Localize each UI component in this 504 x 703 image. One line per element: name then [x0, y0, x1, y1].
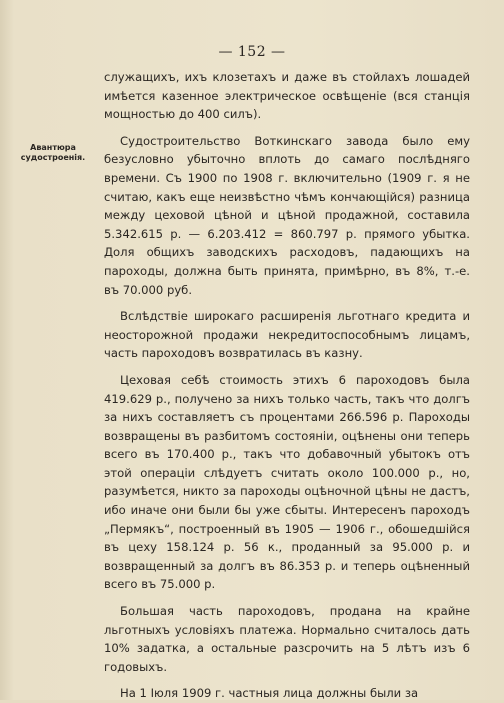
- paragraph-5: Большая часть пароходовъ, продана на крайне льготныхъ условіяхъ платежа. Нормально считалось дать 10% задатка, а остальные разсрочить на 5 лѣтъ изъ 6 годовыхъ.: [104, 604, 470, 674]
- paragraph-6: На 1 Іюля 1909 г. частныя лица должны были за: [120, 686, 419, 701]
- paragraph-1: служащихъ, ихъ клозетахъ и даже въ стойлахъ лошадей имѣется казенное электрическое освѣщеніе (вся станція мощностью до 400 силъ).: [104, 70, 470, 122]
- body-text: [104, 68, 470, 703]
- paragraph-gap: [104, 594, 470, 602]
- paragraph-gap: [104, 363, 470, 371]
- paragraph-gap: [104, 299, 470, 307]
- paragraph-4: Цеховая себѣ стоимость этихъ 6 пароходовъ была 419.629 р., получено за нихъ только часть, такъ что долгъ за нихъ составляетъ съ процентами 266.596 р. Пароходы возвращены въ разбитомъ состояніи, оцѣнены они теперь всего въ 170.400 р., такъ что добавочный убытокъ отъ этой операціи слѣдуетъ считать около 100.000 р., но, разумѣется, никто за пароходы оцѣночной цѣны не дастъ, ибо иначе они были бы уже сбыты. Интересенъ пароходъ „Пермякъ“, построенный въ 1905 — 1906 г., обошедшійся въ цеху 158.124 р. 56 к., проданный за 95.000 р. и возвращенный за долгъ въ 86.353 р. и теперь оцѣненный всего въ 75.000 р.: [104, 372, 470, 592]
- paragraph-gap: [104, 676, 470, 684]
- page-number: — 152 —: [218, 44, 286, 60]
- paragraph-2: Судостроительство Воткинскаго завода было ему безусловно убыточно вплоть до самаго послѣдняго времени. Съ 1900 по 1908 г. включительно (1909 г. я не считаю, какъ еще неизвѣстно чѣмъ кончающійся) разница между цеховой цѣной и цѣной продажной, составила 5.342.615 р. — 6.203.412 = 860.797 р. прямого убытка. Доля общихъ заводскихъ расходовъ, падающихъ на пароходы, должна быть принята, примѣрно, въ 8%, т.-е. въ 70.000 руб.: [104, 133, 470, 297]
- paragraph-gap: [104, 124, 470, 132]
- margin-note: Авантюра судостроенія.: [20, 143, 86, 162]
- paragraph-3: Вслѣдствіе широкаго расширенія льготнаго кредита и неосторожной продажи некредитоспособнымъ лицамъ, часть пароходовъ возвратилась въ казну.: [104, 309, 470, 361]
